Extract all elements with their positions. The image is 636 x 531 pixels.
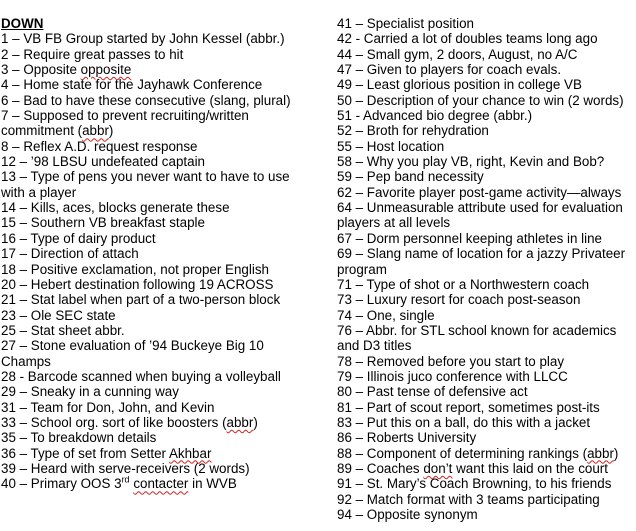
- clue-text: 40 – Primary OOS 3: [1, 476, 122, 492]
- clue-line: [1, 446, 317, 461]
- clue-line: [337, 47, 633, 62]
- clue-line: [1, 77, 317, 92]
- clue-line: [1, 476, 317, 491]
- clue-line: [337, 461, 633, 476]
- clue-line: [1, 246, 317, 261]
- clue-text: ): [253, 414, 258, 430]
- clue-text: 42 - Carried a lot of doubles teams long ago: [337, 31, 598, 47]
- clue-line: [1, 200, 317, 215]
- clue-line: [337, 323, 633, 354]
- clue-text: 55 – Host location: [337, 138, 445, 154]
- clue-line: [1, 93, 317, 108]
- clue-text: 18 – Positive exclamation, not proper English: [1, 261, 269, 277]
- clue-line: [337, 400, 633, 415]
- clue-line: [337, 246, 633, 277]
- clue-line: [337, 169, 633, 184]
- clue-text: 29 – Sneaky in a cunning way: [1, 384, 179, 400]
- clue-line: [337, 446, 633, 461]
- clue-text: 79 – Illinois juco conference with LLCC: [337, 368, 568, 384]
- clue-line: [1, 31, 317, 46]
- clue-line: [1, 308, 317, 323]
- clue-line: [1, 62, 317, 77]
- clue-line: [1, 154, 317, 169]
- clue-text: 49 – Least glorious position in college VB: [337, 77, 582, 93]
- clue-text: 83 – Put this on a ball, do this with a jacket: [337, 414, 591, 430]
- clue-line: [337, 185, 633, 200]
- clue-line: [1, 108, 317, 139]
- down-heading: DOWN: [1, 16, 44, 31]
- clue-line: [337, 154, 633, 169]
- clue-text: 36 – Type of set from Setter: [1, 445, 169, 461]
- clue-line: [337, 492, 633, 507]
- clue-line: [1, 169, 317, 200]
- clue-line: [1, 430, 317, 445]
- clue-line: [1, 323, 317, 338]
- clue-text: 1 – VB FB Group started by John Kessel (abbr.): [1, 31, 285, 47]
- clue-text: 47 – Given to players for coach evals.: [337, 62, 562, 78]
- clue-text: 59 – Pep band necessity: [337, 169, 484, 185]
- clue-text: 88 – Component of determining rankings (: [337, 445, 588, 461]
- clue-text: 92 – Match format with 3 teams participating: [337, 491, 600, 507]
- clue-line: [1, 384, 317, 399]
- clue-line: [337, 139, 633, 154]
- clue-line: [337, 292, 633, 307]
- clue-line: [337, 507, 633, 522]
- clue-text: 28 - Barcode scanned when buying a volleyball: [1, 368, 281, 384]
- clue-text: 25 – Stat sheet abbr.: [1, 322, 125, 338]
- clue-text: 6 – Bad to have these consecutive (slang, plural): [1, 92, 291, 108]
- spellcheck-word: contacter: [133, 476, 189, 492]
- clue-line: [1, 47, 317, 62]
- clue-line: [1, 338, 317, 369]
- superscript-text: rd: [121, 474, 130, 485]
- clue-text: 69 – Slang name of location for a jazzy Privateer program: [337, 246, 626, 277]
- clue-line: [337, 384, 633, 399]
- clue-line: [337, 369, 633, 384]
- clue-line: [337, 62, 633, 77]
- clue-text: 91 – St. Mary’s Coach Browning, to his friends: [337, 476, 612, 492]
- left-clue-list: [1, 31, 317, 491]
- clue-text: 80 – Past tense of defensive act: [337, 384, 528, 400]
- clue-text: ): [108, 123, 114, 139]
- clue-text: 44 – Small gym, 2 doors, August, no A/C: [337, 46, 578, 62]
- clue-text: 51 - Advanced bio degree (abbr.): [337, 108, 533, 124]
- clue-line: [337, 123, 633, 138]
- clue-line: [1, 292, 317, 307]
- clue-line: [337, 93, 633, 108]
- clue-line: [1, 461, 317, 476]
- clue-text: 89 – Coaches: [337, 460, 424, 476]
- clue-line: [1, 415, 317, 430]
- clue-text: 78 – Removed before you start to play: [337, 353, 565, 369]
- clue-text: 94 – Opposite synonym: [337, 507, 478, 522]
- clue-line: [1, 231, 317, 246]
- clue-text: 52 – Broth for rehydration: [337, 123, 489, 139]
- clue-line: [1, 215, 317, 230]
- clue-text: 7 – Supposed to prevent recruiting/written commitment (: [1, 108, 249, 139]
- clue-text: 3 – Opposite: [1, 62, 81, 78]
- clue-line: [337, 200, 633, 231]
- clue-text: 33 – School org. sort of like boosters (: [1, 414, 227, 430]
- spellcheck-word: Akhbar: [168, 445, 212, 461]
- clue-text: 21 – Stat label when part of a two-person block: [1, 292, 281, 308]
- clue-text: 76 – Abbr. for STL school known for academics and D3 titles: [337, 322, 617, 354]
- clue-line: [1, 277, 317, 292]
- clue-text: 23 – Ole SEC state: [1, 307, 116, 323]
- clue-text: 17 – Direction of attach: [1, 246, 139, 262]
- clue-text: 27 – Stone evaluation of ’94 Buckeye Big 10 Champs: [1, 338, 264, 369]
- clue-line: [1, 400, 317, 415]
- spellcheck-word: abbr: [226, 414, 254, 430]
- clue-line: [1, 369, 317, 384]
- clue-text: 58 – Why you play VB, right, Kevin and Bob?: [337, 154, 605, 170]
- clue-text: 13 – Type of pens you never want to have to use with a player: [1, 169, 290, 200]
- clue-line: [1, 139, 317, 154]
- clue-text: want this laid on the court: [452, 460, 608, 476]
- clue-line: [337, 430, 633, 445]
- clue-line: [337, 354, 633, 369]
- clue-text: 35 – To breakdown details: [1, 430, 157, 446]
- clue-text: 64 – Unmeasurable attribute used for evaluation players at all levels: [337, 200, 623, 231]
- clue-text: 15 – Southern VB breakfast staple: [1, 215, 205, 231]
- clue-line: [1, 262, 317, 277]
- clue-line: [337, 308, 633, 323]
- clue-text: 41 – Specialist position: [337, 16, 474, 31]
- clue-text: 74 – One, single: [337, 307, 435, 323]
- clue-text: 31 – Team for Don, John, and Kevin: [1, 399, 215, 415]
- clue-text: 73 – Luxury resort for coach post-season: [337, 292, 581, 308]
- clue-line: [337, 231, 633, 246]
- clue-line: [337, 77, 633, 92]
- clue-text: in WVB: [188, 476, 237, 492]
- clue-text: 71 – Type of shot or a Northwestern coach: [337, 276, 590, 292]
- clue-line: [337, 16, 633, 31]
- clue-text: 67 – Dorm personnel keeping athletes in line: [337, 230, 603, 246]
- clue-line: [337, 415, 633, 430]
- clue-text: 50 – Description of your chance to win (2 words): [337, 92, 624, 108]
- clue-line: [337, 31, 633, 46]
- clue-text: 2 – Require great passes to hit: [1, 46, 184, 62]
- spellcheck-word: abbr: [587, 445, 614, 461]
- clue-text: 81 – Part of scout report, sometimes post-its: [337, 399, 600, 415]
- right-clue-list: [337, 16, 633, 522]
- clue-text: 12 – ’98 LBSU undefeated captain: [1, 154, 205, 170]
- clue-text: 62 – Favorite player post-game activity—always: [337, 184, 622, 200]
- right-column: [337, 16, 633, 522]
- spellcheck-word: abbr: [82, 123, 109, 139]
- left-column: [1, 16, 317, 492]
- clue-line: [337, 108, 633, 123]
- spellcheck-word: opposite: [80, 62, 132, 78]
- clue-text: 39 – Heard with serve-receivers (2 words): [1, 460, 250, 476]
- clue-text: ): [613, 445, 619, 461]
- clue-text: 86 – Roberts University: [337, 430, 477, 446]
- clue-text: 16 – Type of dairy product: [1, 230, 156, 246]
- clue-text: 8 – Reflex A.D. request response: [1, 138, 198, 154]
- clue-text: 14 – Kills, aces, blocks generate these: [1, 200, 230, 216]
- clue-line: [337, 476, 633, 491]
- clue-line: [337, 277, 633, 292]
- spellcheck-word: don’t: [423, 460, 453, 476]
- clue-text: 4 – Home state for the Jayhawk Conference: [1, 77, 263, 93]
- clue-text: 20 – Hebert destination following 19 ACROSS: [1, 276, 274, 292]
